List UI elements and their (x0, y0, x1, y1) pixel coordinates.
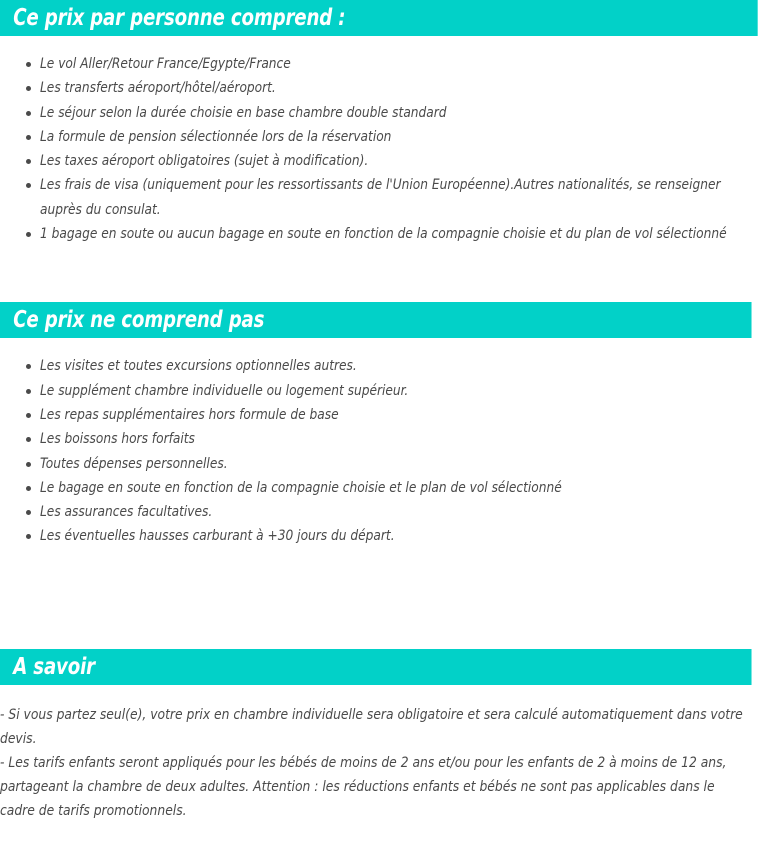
list-item-text: Les éventuelles hausses carburant à +30 jours du départ. (40, 527, 395, 545)
list-item (0, 403, 758, 427)
list-item-text: Le vol Aller/Retour France/Egypte/France (40, 55, 291, 72)
list-item-text: Les assurances facultatives. (40, 503, 213, 521)
section-header-included-bar (0, 0, 758, 36)
list-item (0, 354, 758, 378)
spacer (0, 549, 758, 649)
list-item (0, 379, 758, 403)
list-item-text: Les repas supplémentaires hors formule de base (40, 405, 339, 423)
list-item (0, 524, 758, 548)
spacer (0, 685, 758, 703)
list-item (0, 427, 758, 451)
list-item (0, 76, 758, 100)
list-item-text: Les visites et toutes excursions optionnelles autres. (40, 357, 357, 375)
good-to-know-paragraph (0, 751, 758, 823)
spacer (0, 36, 758, 52)
list-item (0, 52, 758, 76)
section-title-not-included: Ce prix ne comprend pas (0, 302, 752, 338)
list-item (0, 452, 758, 476)
included-list (0, 52, 758, 246)
section-header-good-to-know-bar (0, 649, 752, 685)
section-title-good-to-know: A savoir (0, 649, 752, 685)
spacer (0, 246, 758, 302)
list-item (0, 476, 758, 500)
list-item-text: Les transferts aéroport/hôtel/aéroport. (40, 79, 276, 97)
list-item-text: Les frais de visa (uniquement pour les ressortissants de l'Union Européenne).Autres nationalités, se renseigner auprès du consulat. (40, 176, 721, 218)
list-item (0, 173, 758, 222)
list-item-text: Toutes dépenses personnelles. (40, 454, 228, 472)
list-item (0, 222, 758, 246)
list-item-text: Le séjour selon la durée choisie en base chambre double standard (40, 103, 447, 121)
list-item (0, 149, 758, 173)
paragraph-text: - Les tarifs enfants seront appliqués pour les bébés de moins de 2 ans et/ou pour les enfants de 2 à moins de 12 ans, partageant la chambre de deux adultes. Attention : les réductions enfants et bébés ne sont pas applicables dans le cadre de tarifs promotionnels. (0, 753, 727, 819)
list-item-text: La formule de pension sélectionnée lors de la réservation (40, 127, 392, 145)
good-to-know-paragraph (0, 703, 758, 751)
list-item (0, 101, 758, 125)
list-item-text: 1 bagage en soute ou aucun bagage en soute en fonction de la compagnie choisie et du plan de vol sélectionné (40, 225, 727, 243)
list-item (0, 125, 758, 149)
not-included-list (0, 354, 758, 548)
list-item-text: Les taxes aéroport obligatoires (sujet à modification). (40, 152, 369, 170)
list-item (0, 500, 758, 524)
list-item-text: Les boissons hors forfaits (40, 430, 195, 448)
section-header-not-included-bar (0, 302, 752, 338)
spacer (0, 338, 758, 354)
list-item-text: Le supplément chambre individuelle ou logement supérieur. (40, 381, 409, 399)
section-title-included: Ce prix par personne comprend : (0, 0, 758, 36)
list-item-text: Le bagage en soute en fonction de la compagnie choisie et le plan de vol sélectionné (40, 478, 562, 496)
paragraph-text: - Si vous partez seul(e), votre prix en chambre individuelle sera obligatoire et sera calculé automatiquement dans votre devis. (0, 705, 743, 747)
